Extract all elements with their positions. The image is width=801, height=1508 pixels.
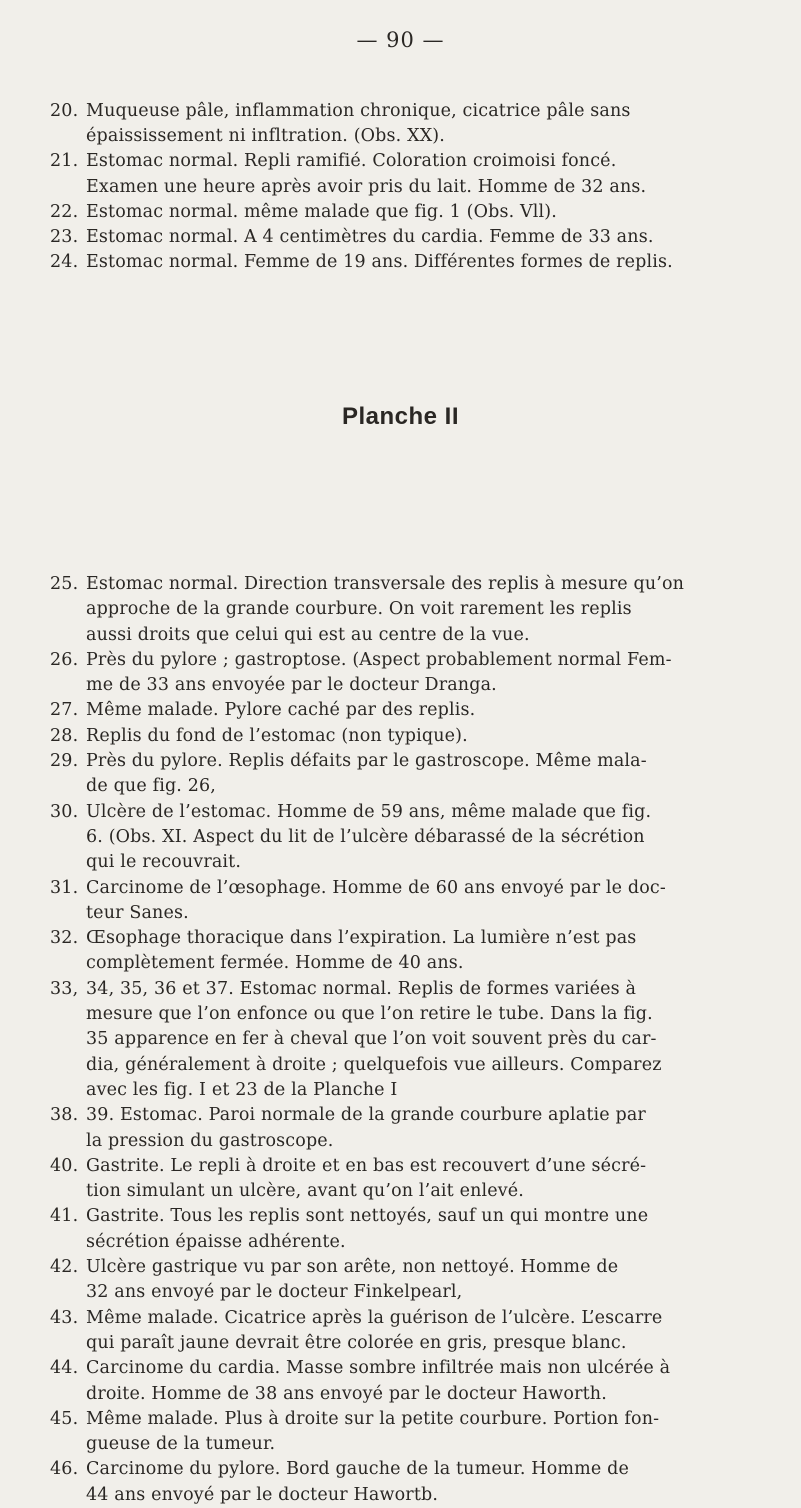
entry-line: Même malade. Cicatrice après la guérison de l’ulcère. L’escarre xyxy=(86,1307,663,1328)
entry-line: la pression du gastroscope. xyxy=(86,1130,334,1151)
entry-line: Près du pylore ; gastroptose. (Aspect probablement normal Fem- xyxy=(86,649,672,670)
entry-number: 28. xyxy=(50,725,79,746)
entry-line: complètement fermée. Homme de 40 ans. xyxy=(86,953,464,974)
entry-number: 40. xyxy=(50,1155,79,1176)
entry-21 xyxy=(50,149,772,199)
entry-line: Œsophage thoracique dans l’expiration. La lumière n’est pas xyxy=(86,928,637,949)
entry-line: Examen une heure après avoir pris du lait. Homme de 32 ans. xyxy=(86,176,647,197)
entry-line: Replis du fond de l’estomac (non typique). xyxy=(86,725,468,746)
entry-line: Ulcère de l’estomac. Homme de 59 ans, même malade que fig. xyxy=(86,801,652,822)
entry-line: Près du pylore. Replis défaits par le gastroscope. Même mala- xyxy=(86,751,647,772)
entry-number: 32. xyxy=(50,928,79,949)
entry-42 xyxy=(50,1255,772,1306)
entry-line: dia, généralement à droite ; quelquefois vue ailleurs. Comparez xyxy=(86,1054,662,1075)
entry-line: droite. Homme de 38 ans envoyé par le docteur Haworth. xyxy=(86,1383,607,1404)
entry-number: 21. xyxy=(50,151,79,172)
entry-26 xyxy=(50,648,772,699)
entry-number: 22. xyxy=(50,201,79,222)
entry-line: Carcinome du pylore. Bord gauche de la tumeur. Homme de xyxy=(86,1459,629,1480)
entry-32 xyxy=(50,926,772,977)
entry-line: mesure que l’on enfonce ou que l’on retire le tube. Dans la fig. xyxy=(86,1004,653,1025)
entry-number: 27. xyxy=(50,700,79,721)
entry-number: 24. xyxy=(50,252,79,273)
entry-line: 6. (Obs. XI. Aspect du lit de l’ulcère débarassé de la sécrétion xyxy=(86,826,645,847)
entry-line: 44 ans envoyé par le docteur Hawortb. xyxy=(86,1484,439,1505)
entry-line: Gastrite. Tous les replis sont nettoyés, sauf un qui montre une xyxy=(86,1206,649,1227)
entry-line: 34, 35, 36 et 37. Estomac normal. Replis de formes variées à xyxy=(86,978,637,999)
entry-line: Carcinome de l’œsophage. Homme de 60 ans envoyé par le doc- xyxy=(86,877,666,898)
figure-list-bottom xyxy=(50,572,772,1508)
entry-line: Muqueuse pâle, inflammation chronique, cicatrice pâle sans xyxy=(86,101,631,121)
entry-number: 38. xyxy=(50,1105,79,1126)
entry-38 xyxy=(50,1103,772,1154)
entry-27 xyxy=(50,698,772,723)
entry-number: 45. xyxy=(50,1408,79,1429)
entry-number: 46. xyxy=(50,1459,79,1480)
entry-line: de que fig. 26, xyxy=(86,776,216,797)
entry-line: Gastrite. Le repli à droite et en bas est recouvert d’une sécré- xyxy=(86,1155,647,1176)
entry-line: me de 33 ans envoyée par le docteur Dranga. xyxy=(86,675,497,696)
entry-line: Ulcère gastrique vu par son arête, non nettoyé. Homme de xyxy=(86,1257,619,1278)
entry-number: 29. xyxy=(50,751,79,772)
entry-line: avec les fig. I et 23 de la Planche I xyxy=(86,1079,398,1100)
entry-number: 20. xyxy=(50,101,79,121)
entry-number: 26. xyxy=(50,649,79,670)
entry-41 xyxy=(50,1204,772,1255)
entry-line: Carcinome du cardia. Masse sombre infiltrée mais non ulcérée à xyxy=(86,1358,671,1379)
entry-31 xyxy=(50,876,772,927)
entry-line: épaississement ni infltration. (Obs. XX). xyxy=(86,126,445,147)
entry-line: Même malade. Plus à droite sur la petite courbure. Portion fon- xyxy=(86,1408,660,1429)
entry-line: sécrétion épaisse adhérente. xyxy=(86,1231,346,1252)
entry-line: Estomac normal. Repli ramifié. Coloration croimoisi foncé. xyxy=(86,151,617,172)
entry-line: aussi droits que celui qui est au centre de la vue. xyxy=(86,624,530,645)
entry-20 xyxy=(50,99,772,149)
entry-line: Estomac normal. même malade que fig. 1 (Obs. Vll). xyxy=(86,201,557,222)
entry-24 xyxy=(50,250,772,275)
entry-line: tion simulant un ulcère, avant qu’on l’ait enlevé. xyxy=(86,1181,525,1202)
entry-33 xyxy=(50,977,772,1103)
section-heading: Planche II xyxy=(341,403,460,430)
entry-45 xyxy=(50,1407,772,1458)
entry-line: qui le recouvrait. xyxy=(86,852,242,873)
entry-25 xyxy=(50,572,772,648)
entry-number: 41. xyxy=(50,1206,79,1227)
entry-line: gueuse de la tumeur. xyxy=(86,1434,276,1455)
entry-29 xyxy=(50,749,772,800)
entry-number: 42. xyxy=(50,1257,79,1278)
entry-line: Même malade. Pylore caché par des replis. xyxy=(86,700,476,721)
entry-line: 35 apparence en fer à cheval que l’on voit souvent près du car- xyxy=(86,1029,657,1050)
entry-line: Estomac normal. A 4 centimètres du cardia. Femme de 33 ans. xyxy=(86,227,654,248)
entry-number: 25. xyxy=(50,574,79,594)
entry-line: 39. Estomac. Paroi normale de la grande courbure aplatie par xyxy=(86,1105,646,1126)
entry-line: Estomac normal. Direction transversale des replis à mesure qu’on xyxy=(86,574,685,594)
entry-23 xyxy=(50,225,772,250)
entry-number: 44. xyxy=(50,1358,79,1379)
entry-43 xyxy=(50,1306,772,1357)
entry-line: approche de la grande courbure. On voit rarement les replis xyxy=(86,599,632,620)
figure-list-top xyxy=(50,99,772,275)
entry-30 xyxy=(50,800,772,876)
entry-number: 43. xyxy=(50,1307,79,1328)
entry-line: qui paraît jaune devrait être colorée en gris, presque blanc. xyxy=(86,1332,627,1353)
entry-22 xyxy=(50,200,772,225)
entry-number: 31. xyxy=(50,877,79,898)
entry-46 xyxy=(50,1457,772,1508)
entry-number: 23. xyxy=(50,227,79,248)
entry-line: Estomac normal. Femme de 19 ans. Différentes formes de replis. xyxy=(86,252,673,273)
entry-number: 30. xyxy=(50,801,79,822)
page-number: — 90 — xyxy=(356,28,445,52)
entry-28 xyxy=(50,724,772,749)
entry-line: teur Sanes. xyxy=(86,902,189,923)
entry-number: 33, xyxy=(50,978,79,999)
entry-40 xyxy=(50,1154,772,1205)
entry-line: 32 ans envoyé par le docteur Finkelpearl, xyxy=(86,1282,463,1303)
